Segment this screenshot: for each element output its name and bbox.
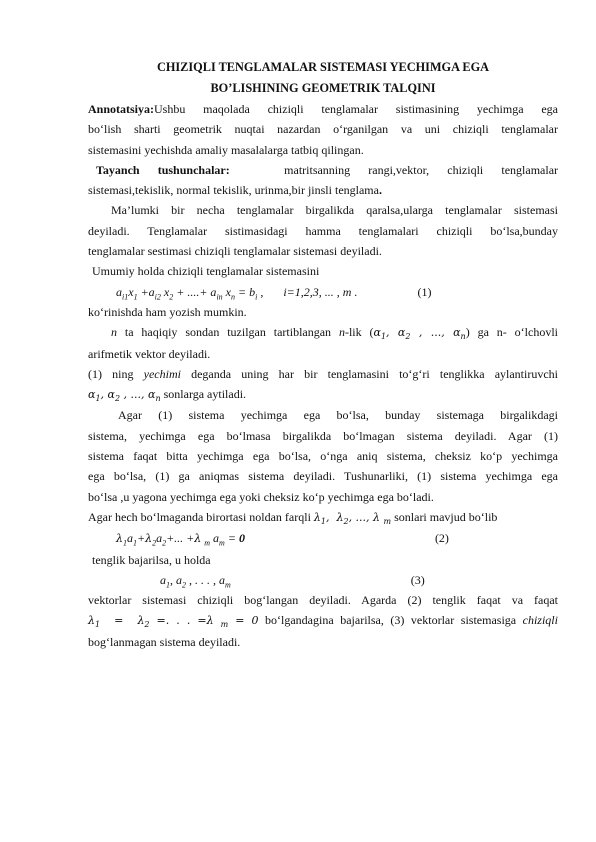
para2-line-4: (1) ning yechimi deganda uning har bir tenglamasini to‘g‘ri tenglikka aylantiruvchi <box>88 366 559 381</box>
equation-3-number: (3) <box>410 572 425 587</box>
para3-line-3: sistema faqat bitta yechimga ega bo‘lsa, o‘nga aniq sistema, cheksiz ko‘p yechimga <box>88 449 558 464</box>
para5-line-1: vektorlar sistemasi chiziqli bog‘langan deyiladi. Agarda (2) tenglik faqat va faqat <box>88 593 558 608</box>
para1-line-1: Ma’lumki bir necha tenglamalar birgalikda qaralsa,ularga tenglamalar sistemasi <box>111 203 558 218</box>
equation-1-index: i=1,2,3, ... , m . <box>283 284 358 299</box>
equation-1-number: (1) <box>417 284 432 299</box>
keywords-label: Tayanch tushunchalar: <box>96 162 230 177</box>
title-line-2: BO’LISHINING GEOMETRIK TALQINI <box>210 81 436 95</box>
equation-2-lhs: $\lambda_1a_1+\lambda_2a_2+$... +λ $_m$ $a_m = 0$ <box>116 531 245 548</box>
para3-line-6: Agar hech bo‘lmaganda birortasi noldan farqli $\lambda_1$, $\lambda_2$, ..., λ $_m$ sonlari mavjud bo‘lib <box>88 509 498 527</box>
equation-1 <box>88 282 558 302</box>
equation-2-number: (2) <box>434 531 449 546</box>
para1-line-2: deyiladi. Tenglamalar sistimasidagi hamma tenglamalari chiziqli bo‘lsa,bunday <box>88 223 558 238</box>
title-line-1: CHIZIQLI TENGLAMALAR SISTEMASI YECHIMGA EGA <box>156 60 490 74</box>
abstract-line-2: bo‘lish sharti geometrik nuqtai nazardan o‘rganilgan va uni chiziqli tenglamalar <box>88 122 558 137</box>
para3-line-1: Agar (1) sistema yechimga ega bo‘lsa, bunday sistemaga birgalikdagi <box>118 408 558 423</box>
para3-line-4: ega bo‘lsa, (1) ga aniqmas sistema deyiladi. Tushunarliki, (1) sistema yechimga ega <box>88 469 558 484</box>
keywords-line-1: Tayanch tushunchalar: matritsanning rangi,vektor, chiziqli tenglamalar <box>96 162 559 177</box>
paper-page <box>88 57 558 652</box>
equation-3-lhs: $a_1$, $a_2$ , . . . , $a_m$ <box>160 572 231 590</box>
keywords-line-2: sistemasi,tekislik, normal tekislik, urinma,bir jinsli tenglama. <box>88 183 382 198</box>
abstract-line-3: sistemasini yechishda amaliy masalalarga tatbiq qilingan. <box>88 142 364 157</box>
para1-line-3: tenglamalar sestimasi chiziqli tenglamalar sistemasi deyiladi. <box>88 244 382 259</box>
equation-1-lhs: $a_{i1}x_1 +a_{i2}$ $x_2$ + ....+ $a_{in}$ $x_n = b_i$ , <box>116 284 264 302</box>
para5-line-2: $\lambda_1 = \lambda_2$ =. . . =λ $_m$ = 0 bo‘lgandagina bajarilsa, (3) vektorlar sistemasiga chiziqli <box>88 613 558 630</box>
paper-title <box>88 57 558 99</box>
para2-line-2: n ta haqiqiy sondan tuzilgan tartiblangan n-lik ($\alpha_1$, $\alpha_2$ , ..., $\alpha_n$) ga n- o‘lchovli <box>111 325 558 342</box>
para2-line-3: arifmetik vektor deyiladi. <box>88 346 211 361</box>
alpha-tuple: $\alpha_1$, $\alpha_2$ , ..., $\alpha_n$ <box>373 326 466 342</box>
equation-3 <box>88 570 558 590</box>
para3-line-5: bo‘lsa ,u yagona yechimga ega yoki cheksiz ko‘p yechimga ega bo‘ladi. <box>88 489 434 504</box>
abstract-line-1: Annotatsiya:Ushbu maqolada chiziqli tenglamalar sistimasining yechimga ega <box>88 102 558 116</box>
yechimi-term: yechimi <box>143 366 181 381</box>
para4-line-1: tenglik bajarilsa, u holda <box>92 552 211 567</box>
para2-line-5: $\alpha_1$, $\alpha_2$ , ..., $\alpha_n$ sonlarga aytiladi. <box>88 387 247 404</box>
abstract-label: Annotatsiya: <box>88 102 155 116</box>
para5-line-3: bog‘lanmagan sistema deyiladi. <box>88 634 241 649</box>
equation-2 <box>88 528 558 549</box>
para3-line-2: sistema, yechimga ega bo‘lmasa birgalikda bo‘lmagan sistema deyiladi. Agar (1) <box>88 428 558 443</box>
para2-line-1: ko‘rinishda ham yozish mumkin. <box>88 304 247 319</box>
para1-line-4: Umumiy holda chiziqli tenglamalar sistemasini <box>92 264 320 279</box>
